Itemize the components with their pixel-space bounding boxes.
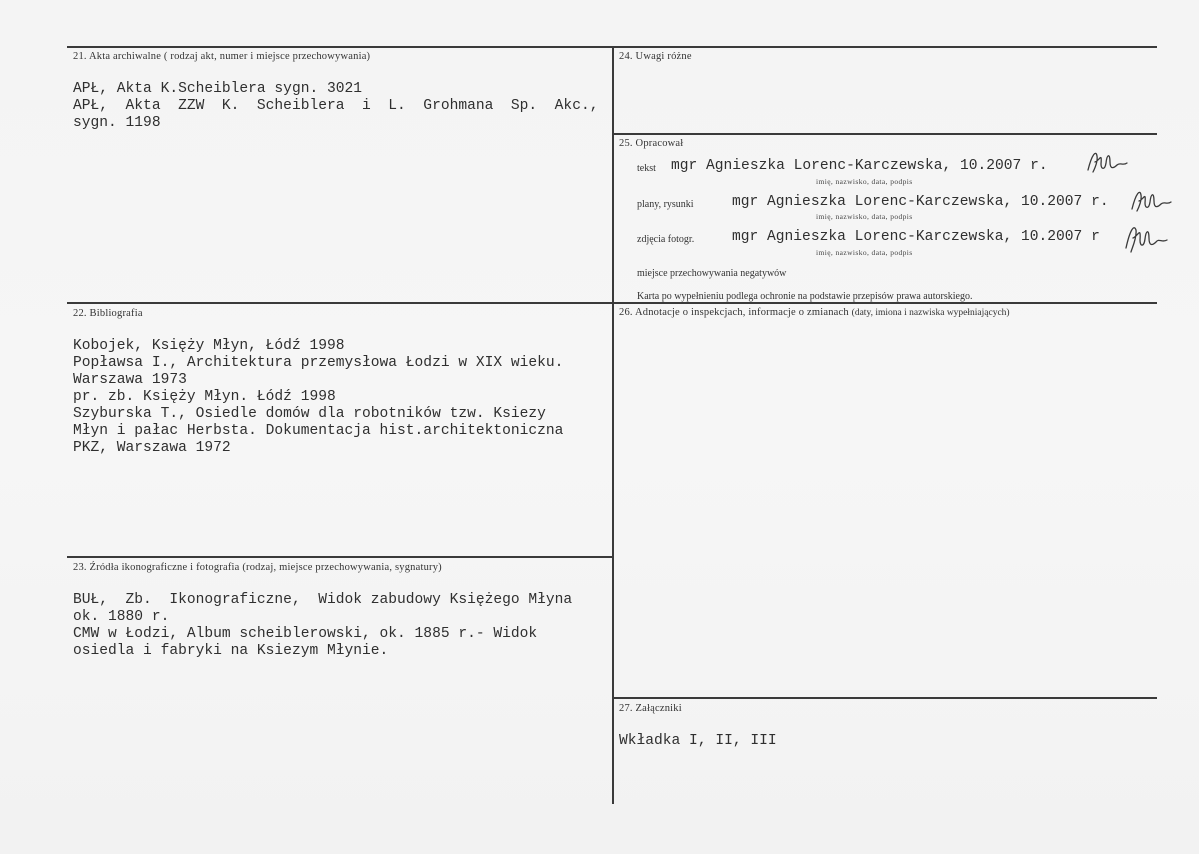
section-26-note: (daty, imiona i nazwiska wypełniających) bbox=[851, 308, 1010, 318]
divider-21-22 bbox=[67, 302, 1157, 304]
section-21-line-3: sygn. 1198 bbox=[73, 115, 161, 131]
copyright-note: Karta po wypełnieniu podlega ochronie na podstawie przepisów prawa autorskiego. bbox=[637, 291, 973, 302]
section-23-line-3: CMW w Łodzi, Album scheiblerowski, ok. 1885 r.- Widok bbox=[73, 626, 538, 642]
section-23-line-1: BUŁ, Zb. Ikonograficzne, Widok zabudowy Księżego Młyna bbox=[73, 592, 573, 608]
zdjecia-caption: imię, nazwisko, data, podpis bbox=[816, 248, 913, 257]
signature-plany-icon bbox=[1130, 187, 1174, 217]
divider-24-25 bbox=[613, 133, 1157, 135]
negatives-label: miejsce przechowywania negatywów bbox=[637, 268, 787, 279]
divider-26-27 bbox=[613, 697, 1157, 699]
signature-zdjecia-icon bbox=[1124, 222, 1170, 256]
section-22-line-4: pr. zb. Księży Młyn. Łódź 1998 bbox=[73, 389, 336, 405]
section-21-label: 21. Akta archiwalne ( rodzaj akt, numer i miejsce przechowywania) bbox=[73, 51, 371, 62]
section-22-line-3: Warszawa 1973 bbox=[73, 372, 187, 388]
section-22-line-2: Popławsa I., Architektura przemysłowa Łodzi w XIX wieku. bbox=[73, 355, 564, 371]
zdjecia-value: mgr Agnieszka Lorenc-Karczewska, 10.2007 r bbox=[732, 229, 1100, 245]
section-23-label: 23. Źródła ikonograficzne i fotografia (rodzaj, miejsce przechowywania, sygnatury) bbox=[73, 562, 442, 573]
tekst-caption: imię, nazwisko, data, podpis bbox=[816, 177, 913, 186]
center-divider bbox=[612, 46, 614, 804]
top-border-left bbox=[67, 46, 615, 48]
tekst-label: tekst bbox=[637, 163, 656, 174]
plany-caption: imię, nazwisko, data, podpis bbox=[816, 212, 913, 221]
signature-tekst-icon bbox=[1086, 148, 1130, 178]
section-24-label: 24. Uwagi różne bbox=[619, 51, 692, 62]
section-21-line-1: APŁ, Akta K.Scheiblera sygn. 3021 bbox=[73, 81, 363, 97]
divider-22-23 bbox=[67, 556, 613, 558]
section-26-label bbox=[619, 307, 1010, 318]
section-23-line-2: ok. 1880 r. bbox=[73, 609, 170, 625]
section-22-line-7: PKZ, Warszawa 1972 bbox=[73, 440, 231, 456]
section-26-title: 26. Adnotacje o inspekcjach, informacje o zmianach bbox=[619, 307, 849, 318]
section-23-line-4: osiedla i fabryki na Ksiezym Młynie. bbox=[73, 643, 389, 659]
section-22-line-1: Kobojek, Księży Młyn, Łódź 1998 bbox=[73, 338, 345, 354]
section-21-line-2: APŁ, Akta ZZW K. Scheiblera i L. Grohmana Sp. Akc., bbox=[73, 98, 599, 114]
section-22-line-6: Młyn i pałac Herbsta. Dokumentacja hist.architektoniczna bbox=[73, 423, 564, 439]
plany-value: mgr Agnieszka Lorenc-Karczewska, 10.2007 r. bbox=[732, 194, 1109, 210]
section-27-label: 27. Załączniki bbox=[619, 703, 682, 714]
section-22-label: 22. Bibliografia bbox=[73, 308, 143, 319]
section-22-line-5: Szyburska T., Osiedle domów dla robotników tzw. Ksiezy bbox=[73, 406, 546, 422]
plany-label: plany, rysunki bbox=[637, 199, 694, 210]
top-border-right bbox=[613, 46, 1157, 48]
section-25-label: 25. Opracował bbox=[619, 138, 684, 149]
zdjecia-label: zdjęcia fotogr. bbox=[637, 234, 695, 245]
section-27-value: Wkładka I, II, III bbox=[619, 733, 777, 749]
tekst-value: mgr Agnieszka Lorenc-Karczewska, 10.2007 r. bbox=[671, 158, 1048, 174]
